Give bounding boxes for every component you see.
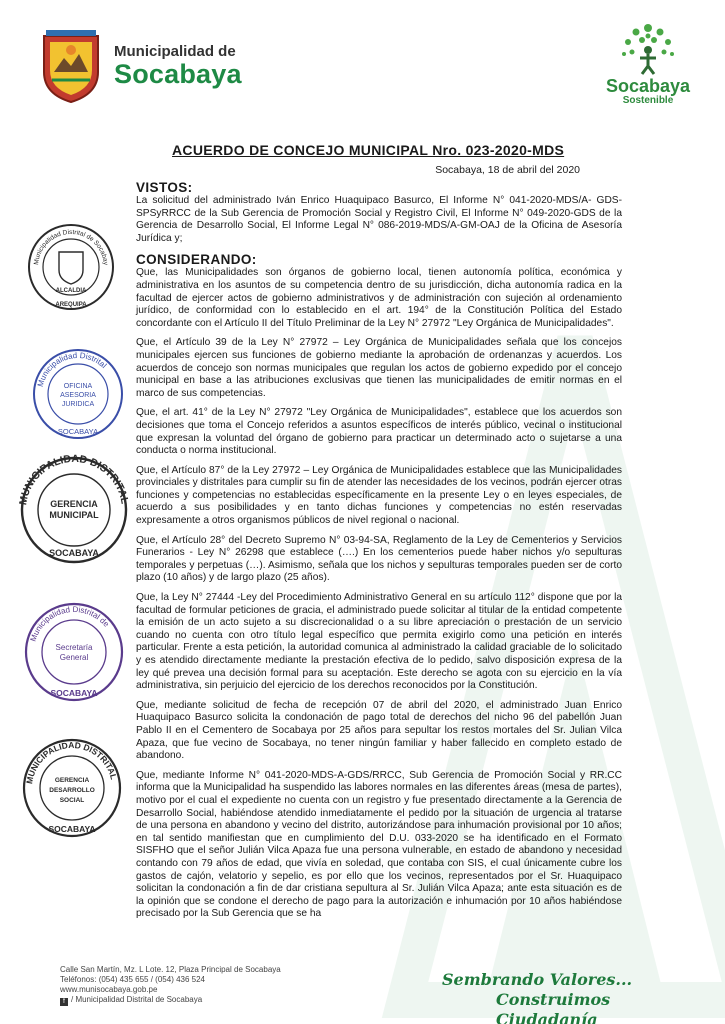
- stamp-line-1: OFICINA: [63, 383, 93, 390]
- stamp-ring-text: Municipalidad Distrital de: [28, 604, 111, 643]
- desarrollo-social-stamp: [20, 736, 124, 840]
- gerencia-municipal-stamp: [14, 452, 134, 564]
- asesoria-juridica-stamp: [30, 348, 126, 440]
- municipality-name-block: [114, 44, 242, 88]
- document-date: Socabaya, 18 de abril del 2020: [435, 164, 580, 176]
- alcaldia-stamp: [26, 222, 116, 312]
- stamp-ring-text: Municipalidad Distrital: [35, 350, 109, 388]
- considerando-paragraph: Que, mediante Informe N° 041-2020-MDS-A-GDS/RRCC, Sub Gerencia de Promoción Social y RR.CC informa que la Municipalidad ha suspendido las labores normales en las diferentes áreas (mesa de partes), motivo por el cual el expediente no cuenta con un registro y fue presentado directamente a la Gerencia de Desarrollo Social, habiéndose atendido inmediatamente el pedido por la situación de urgencia al tratarse de una persona en abandono y vecino del distrito, autorizándose para inhumación provisional por 10 años; en tal sentido manifiestan que en cumplimiento del D.U. 033-2020 se ha identificado en el Formato SISFHO que el señor Julián Vilca Apaza fue una persona vulnerable, en estado de abandono y necesidad contando con 79 años de edad, que vivía en soledad, que contaba con SIS, el cual únicamente cubre los gastos de cajón, velatorio y sepelio, es por ello que los vecinos, representados por el Sr. Huaquipaco solicitan la condonación a fin de dar cristiana sepultura al Sr. Julián Vilca Apaza; ante esta situación es de la opinión que se condone el derecho de pago para la autorización e inhumación por 10 años habiéndose precisado por la Sub Gerencia que se ha: [136, 769, 622, 920]
- vistos-text: La solicitud del administrado Iván Enrico Huaquipaco Basurco, El Informe N° 041-2020-MDS/A- GDS-SPSyRRCC de la Sub Gerencia de Promoción Social y Registro Civil, El Informe N° 049-2020-GDS de la Gerencia de Desarrollo Social, El Informe Legal N° 086-2019-MDS/A-GM-OAJ de la Oficina de Asesoría Jurídica y;: [136, 195, 622, 244]
- stamp-line-2: ASESORIA: [60, 392, 96, 399]
- stamp-bottom-text: SOCABAYA: [48, 824, 96, 834]
- footer-website: www.munisocabaya.gob.pe: [60, 985, 158, 994]
- stamp-line-1: GERENCIA: [54, 777, 90, 784]
- footer-address: Calle San Martín, Mz. L Lote. 12, Plaza Principal de Socabaya: [60, 965, 281, 974]
- stamp-center-text: ALCALDIA: [55, 288, 87, 294]
- facebook-icon: f: [60, 998, 68, 1006]
- considerando-paragraph: Que, las Municipalidades son órganos de gobierno local, tienen autonomía política, económica y administrativa en los asuntos de su competencia dentro de su jurisdicción, dicha autonomía radica en la facultad de ejercer actos de gobierno administrativos y de administración con sujeción al ordenamiento jurídico, de conformidad con lo establecido en el art. 194° de la Constitución Política del Estado concordante con el Artículo II del Título Preliminar de la Ley N° 27972 "Ley Orgánica de Municipalidades".: [136, 267, 622, 329]
- considerando-paragraph: Que, el Artículo 28° del Decreto Supremo N° 03-94-SA, Reglamento de la Ley de Cementerios y Servicios Funerarios - Ley N° 26298 que establece (….) En los cementerios puede haber nichos y/o sepulturas temporales y perpetuas (…). Asimismo, señala que los nichos y sepulturas temporales pueden ser de corto plazo (10 años) y de largo plazo (25 años).: [136, 534, 622, 584]
- considerando-paragraph: Que, la Ley N° 27444 -Ley del Procedimiento Administrativo General en su artículo 112° dispone que por la facultad de formular peticiones de gracia, el administrado puede solicitar al titular de la entidad competente la emisión de un acto sujeto a su discrecionalidad o a su libre apreciación o prestación de un servicio cuando no cuenta con otro título legal específico que permita exigirlo como una petición en interés particular. Frente a esta petición, la autoridad comunica al administrado la calidad graciable de lo solicitado y es atendido directamente mediante la prestación efectiva de lo pedido, salvo disposición expresa de la ley qué prevea una decisión formal para su aceptación. Este derecho se agota con su ejercicio en la vía administrativa, sin perjuicio del ejercicio de los derechos reconocidos por la Constitución.: [136, 592, 622, 692]
- stamp-line-3: JURIDICA: [61, 401, 95, 408]
- considerando-paragraph: Que, el Artículo 87° de la Ley 27972 – Ley Orgánica de Municipalidades establece que las Municipalidades provinciales y distritales para cumplir su fin de atender las necesidades de los vecinos, podrán ejercer otras funciones y competencias no establecidas específicamente en la presente Ley o en leyes especiales, de acuerdo a sus posibilidades y en tanto dichas funciones y competencias no estén reservadas expresamente a otros organismos públicos de nivel regional o nacional.: [136, 464, 622, 527]
- slogan-line-1: Sembrando Valores...: [442, 970, 633, 989]
- stamp-line-3: SOCIAL: [59, 797, 85, 804]
- municipal-crest-icon: [38, 28, 104, 104]
- considerando-heading: CONSIDERANDO:: [136, 252, 257, 268]
- stamp-ring-text: MUNICIPALIDAD DISTRITAL: [17, 452, 131, 507]
- stamp-line-1: Secretaría: [55, 643, 93, 652]
- municipality-prefix: Municipalidad de: [114, 43, 236, 60]
- document-body: [136, 180, 622, 921]
- stamp-line-1: GERENCIA: [50, 499, 98, 509]
- stamp-ring-text: MUNICIPALIDAD DISTRITAL: [24, 739, 119, 785]
- footer-facebook-text: / Municipalidad Distrital de Socabaya: [71, 995, 203, 1004]
- considerando-paragraph: Que, mediante solicitud de fecha de recepción 07 de abril del 2020, el administrado Juan Enrico Huaquipaco Basurco solicita la condonación de pago total de derechos del nicho 96 del pabellón Juan Pablo II en el Cementero de Socabaya por 25 años para sepultar los restos mortales del Sr. Julian Vilca Apaza, que fue vecino de Socabaya, no tener ningún familiar y haber fallecido en completo estado de abandono.: [136, 699, 622, 762]
- stamp-bottom-text: SOCABAYA: [50, 688, 98, 698]
- municipality-name: Socabaya: [114, 59, 242, 89]
- stamp-bottom-text: SOCABAYA: [57, 427, 99, 436]
- stamp-line-2: General: [59, 653, 89, 662]
- considerando-paragraph: Que, el Artículo 39 de la Ley N° 27972 – Ley Orgánica de Municipalidades señala que los concejos municipales ejercen sus funciones de gobierno mediante la aprobación de ordenanzas y acuerdos. Los acuerdos de concejo son normas municipales que regulan los actos de gobierno expedido por el concejo municipal en base a las atribuciones exclusivas que tienen las municipalidades de emitir normas en el marco de sus competencias.: [136, 337, 622, 399]
- footer-phones: Teléfonos: (054) 435 655 / (054) 436 524: [60, 975, 205, 984]
- secretaria-general-stamp: [22, 600, 126, 704]
- footer-contact: [60, 965, 281, 1006]
- brand-name: Socabaya: [605, 76, 691, 96]
- svg-text:Municipalidad Distrital de Soc: [26, 222, 109, 266]
- socabaya-sostenible-logo: [598, 20, 698, 110]
- footer-facebook: [60, 995, 281, 1006]
- document-title: ACUERDO DE CONCEJO MUNICIPAL Nro. 023-2020-MDS: [172, 142, 565, 158]
- stamp-line-2: MUNICIPAL: [49, 510, 99, 520]
- vistos-heading: VISTOS:: [136, 180, 193, 195]
- stamp-bottom-text: SOCABAYA: [49, 548, 99, 558]
- stamp-bottom-text: AREQUIPA: [55, 302, 87, 308]
- stamp-ring-text: Municipalidad Distrital de Socabay: [33, 228, 109, 266]
- footer-slogan: [442, 970, 682, 1024]
- brand-tagline: Sostenible: [622, 95, 674, 106]
- slogan-line-2: Construimos Ciudadanía: [496, 990, 611, 1024]
- considerando-paragraph: Que, el art. 41° de la Ley N° 27972 "Ley Orgánica de Municipalidades", establece que los acuerdos son decisiones que toma el Concejo referidos a asuntos específicos de interés público, vecinal o institucional que expresan la voluntad del órgano de gobierno para practicar un determinado acto o sujetarse a una conducta o norma institucional.: [136, 407, 622, 457]
- tree-person-icon: [616, 20, 680, 76]
- stamp-line-2: DESARROLLO: [49, 787, 95, 794]
